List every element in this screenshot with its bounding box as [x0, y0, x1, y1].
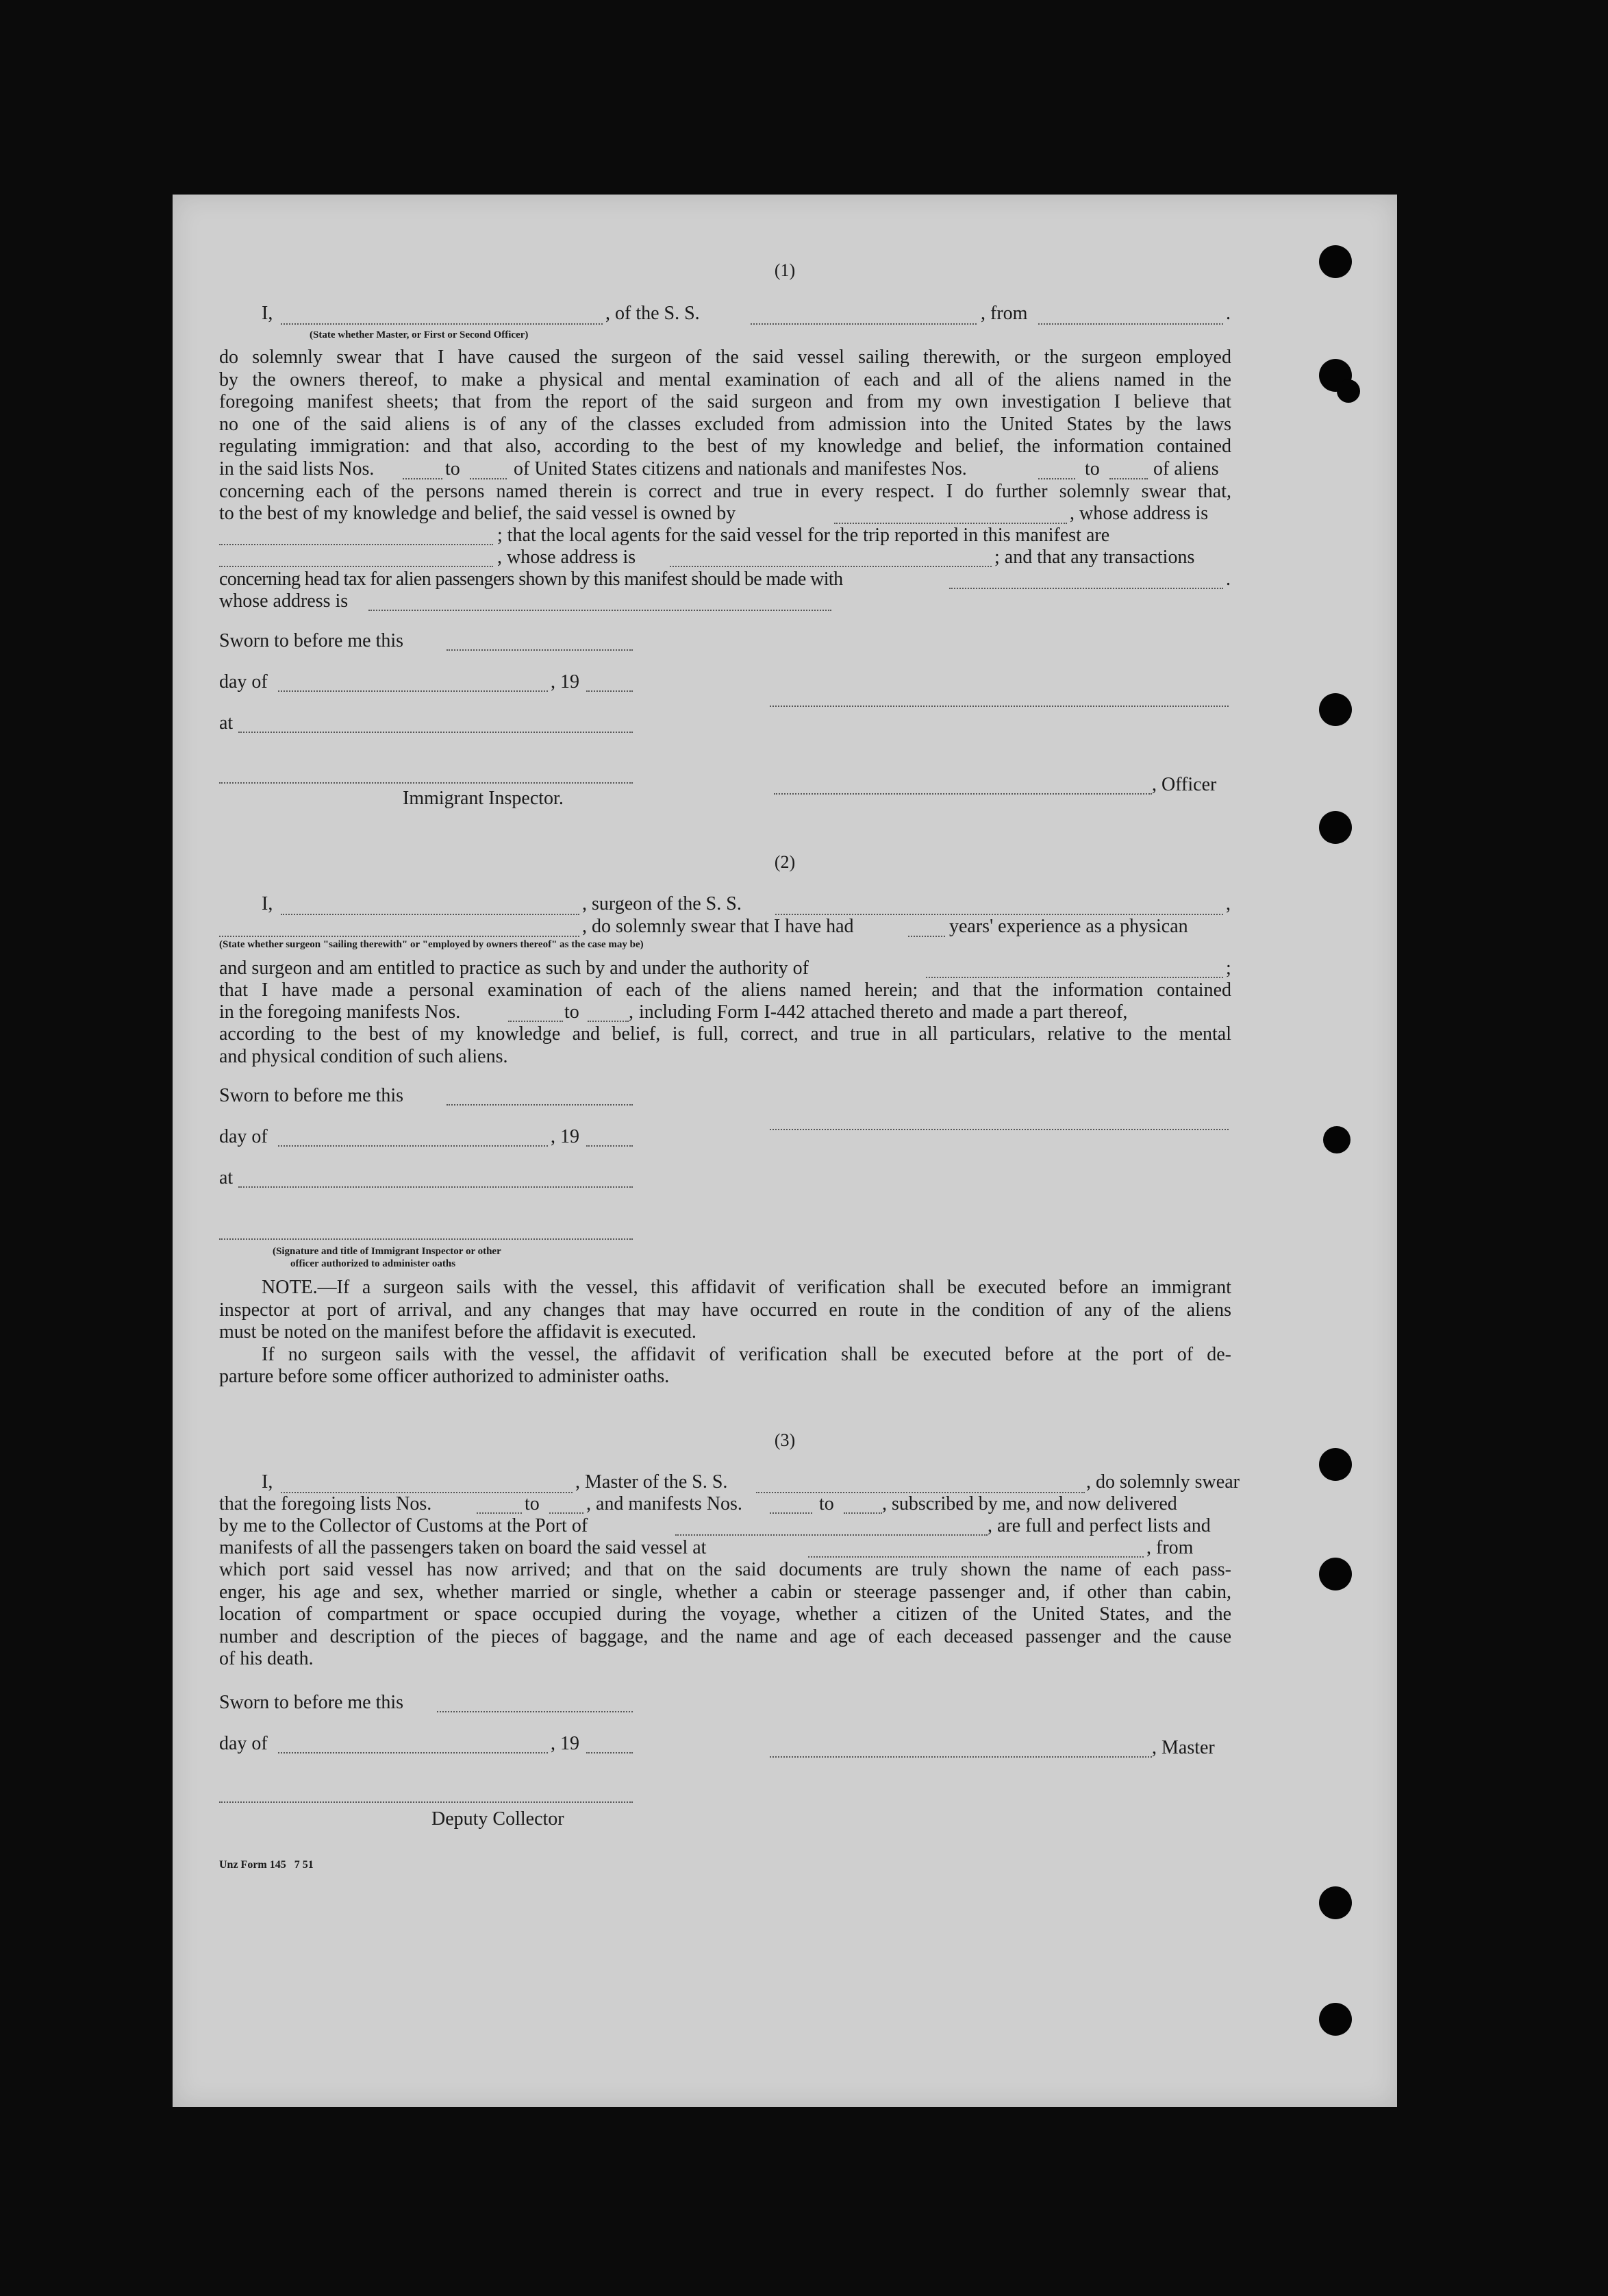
collector-signature-field[interactable] [219, 1801, 633, 1803]
sworn-label: Sworn to before me this [219, 1085, 404, 1106]
manifests-to-field[interactable] [588, 1021, 629, 1022]
year-field[interactable] [586, 1752, 633, 1754]
punch-hole [1323, 1126, 1351, 1153]
at-label: at [219, 1167, 234, 1188]
authority-label: and surgeon and am entitled to practice as such by and under the authority of [219, 958, 809, 979]
from-label: , from [1146, 1537, 1194, 1558]
physician-label: years' experience as a physican [949, 916, 1188, 937]
vessel-name-field[interactable] [775, 914, 1223, 915]
years-field[interactable] [908, 936, 945, 937]
head-tax-label: concerning head tax for alien passengers shown by this manifest should be made with [219, 569, 843, 590]
period: . [1226, 303, 1231, 324]
lists-from-field[interactable] [477, 1512, 522, 1514]
head-tax-party-field[interactable] [949, 588, 1223, 589]
owner-address-field[interactable] [219, 544, 493, 545]
swear-label: , do solemnly swear [1086, 1471, 1240, 1493]
to-label: to [819, 1493, 834, 1514]
to-label: to [564, 1001, 579, 1023]
from-label: , from [981, 303, 1028, 324]
punch-hole [1319, 693, 1352, 726]
address-label: , whose address is [497, 547, 636, 568]
taken-at-label: manifests of all the passengers taken on board the said vessel at [219, 1537, 707, 1558]
form-sheet [173, 195, 1397, 2107]
to-label: to [1085, 458, 1100, 479]
signature-field[interactable] [770, 706, 1229, 707]
surgeon-of-label: , surgeon of the S. S. [582, 893, 742, 914]
section-1-line-7: concerning each of the persons named therein is correct and true in every respect. I do further solemnly swear that, [219, 481, 1231, 502]
transactions-label: ; and that any transactions [994, 547, 1195, 568]
surgeon-signature-field[interactable] [770, 1129, 1229, 1130]
from-port-field[interactable] [1038, 323, 1223, 325]
sworn-date-field[interactable] [447, 1104, 633, 1106]
i-label: I, [262, 893, 273, 914]
rank-note: (State whether Master, or First or Second Officer) [310, 329, 529, 340]
place-field[interactable] [238, 1186, 633, 1188]
punch-hole [1319, 1448, 1352, 1481]
sworn-label: Sworn to before me this [219, 630, 404, 651]
surgeon-note: (State whether surgeon "sailing therewith" or "employed by owners thereof" as the case may be) [219, 939, 644, 950]
surgeon-name-field[interactable] [281, 914, 579, 915]
surgeon-status-field[interactable] [219, 936, 579, 937]
agents-field[interactable] [219, 566, 493, 567]
semicolon: ; [1226, 958, 1231, 979]
day-of-label: day of [219, 1733, 268, 1754]
lists-to-field[interactable] [549, 1512, 583, 1514]
owner-field[interactable] [834, 523, 1067, 524]
manifests-label: , and manifests Nos. [586, 1493, 742, 1514]
port-field[interactable] [675, 1534, 988, 1536]
sworn-date-field[interactable] [447, 649, 633, 651]
form-label: , including Form I-442 attached thereto and made a part thereof, [629, 1001, 1128, 1023]
owned-by-label: to the best of my knowledge and belief, the said vessel is owned by [219, 503, 736, 524]
at-label: at [219, 712, 234, 734]
i-label: I, [262, 303, 273, 324]
i-label: I, [262, 1471, 273, 1493]
agents-address-field[interactable] [670, 566, 992, 567]
section-3-heading: (3) [774, 1430, 796, 1450]
section-2-body: according to the best of my knowledge and belief, is full, correct, and true in all particulars, relative to the mental and physical condition of such aliens. [219, 1023, 1231, 1067]
manifests-label: in the foregoing manifests Nos. [219, 1001, 461, 1023]
punch-hole [1319, 1558, 1352, 1590]
whose-address-label: whose address is [219, 590, 349, 612]
section-2-heading: (2) [774, 852, 796, 872]
master-signature-field[interactable] [770, 1756, 1152, 1758]
year-field[interactable] [586, 690, 633, 692]
year-label: , 19 [551, 671, 579, 692]
vessel-name-field[interactable] [751, 323, 977, 325]
day-of-label: day of [219, 1126, 268, 1147]
lists-to-field[interactable] [470, 478, 507, 479]
lists-from-field[interactable] [403, 478, 442, 479]
year-field[interactable] [586, 1145, 633, 1147]
inspector-signature-field[interactable] [219, 1238, 633, 1240]
punch-hole [1337, 379, 1360, 403]
manifests-to-field[interactable] [1109, 478, 1148, 479]
section-2-line-4: that I have made a personal examination of each of the aliens named herein; and that the information contained [219, 979, 1231, 1001]
officer-rank-field[interactable] [281, 323, 603, 325]
signature-note: officer authorized to administer oaths [290, 1258, 456, 1269]
local-agents-label: ; that the local agents for the said vessel for the trip reported in this manifest are [497, 525, 1110, 546]
citizens-label: of United States citizens and nationals and manifestes Nos. [514, 458, 967, 479]
officer-signature-field[interactable] [774, 793, 1152, 795]
punch-hole [1319, 811, 1352, 844]
sworn-label: Sworn to before me this [219, 1692, 404, 1713]
master-label: , Master [1152, 1737, 1215, 1758]
month-field[interactable] [278, 1752, 548, 1754]
period: . [1226, 569, 1231, 590]
inspector-label: Immigrant Inspector. [403, 788, 564, 809]
of-ss-label: , of the S. S. [605, 303, 700, 324]
month-field[interactable] [278, 690, 548, 692]
head-tax-address-field[interactable] [368, 610, 831, 611]
authority-field[interactable] [926, 977, 1223, 978]
section-1-body: do solemnly swear that I have caused the surgeon of the said vessel sailing therewith, or the surgeon employed by the owners thereof, to make a physical and mental examination of each and all of the aliens named in the foregoing manifest sheets; that from the report of the said surgeon and from my own investigation I believe that no one of the said aliens is of any of the classes excluded from admission into the United States by the laws regulating immigration: and that also, according to the best of my knowledge and belief, the information contained [219, 347, 1231, 458]
perfect-lists-label: , are full and perfect lists and [988, 1515, 1211, 1536]
manifests-from-field[interactable] [770, 1512, 812, 1514]
month-field[interactable] [278, 1145, 548, 1147]
inspector-signature-field[interactable] [219, 782, 633, 784]
to-label: to [445, 458, 460, 479]
section-1-heading: (1) [774, 260, 796, 280]
comma: , [1226, 893, 1231, 914]
sworn-date-field[interactable] [437, 1711, 633, 1712]
officer-label: , Officer [1152, 774, 1217, 795]
to-label: to [525, 1493, 540, 1514]
collector-label: Deputy Collector [431, 1808, 564, 1830]
punch-hole [1319, 1886, 1352, 1919]
punch-hole [1319, 2003, 1352, 2036]
delivered-label: , subscribed by me, and now delivered [882, 1493, 1177, 1514]
year-label: , 19 [551, 1126, 579, 1147]
years-label: , do solemnly swear that I have had [582, 916, 854, 937]
address-label: , whose address is [1070, 503, 1209, 524]
form-number: Unz Form 145 7 51 [219, 1859, 314, 1871]
signature-note: (Signature and title of Immigrant Inspector or other [273, 1246, 501, 1257]
manifests-from-field[interactable] [1038, 478, 1075, 479]
manifests-from-field[interactable] [508, 1021, 563, 1022]
master-of-label: , Master of the S. S. [575, 1471, 728, 1493]
verification-note: NOTE.—If a surgeon sails with the vessel, this affidavit of verification shall be executed before an immigrant inspector at port of arrival, and any changes that may have occurred en route in the condition of any of the aliens must be noted on the manifest before the affidavit is executed. If no surgeon sails with the vessel, the affidavit of verification shall be executed before at the port of de- parture before some officer authorized to administer oaths. [219, 1277, 1231, 1388]
year-label: , 19 [551, 1733, 579, 1754]
of-aliens-label: of aliens [1153, 458, 1219, 479]
embark-port-field[interactable] [808, 1556, 1144, 1558]
day-of-label: day of [219, 671, 268, 692]
section-3-body: which port said vessel has now arrived; and that on the said documents are truly shown the name of each pass- enger, his age and sex, whether married or single, whether a cabin or steerage passenger and, if other than cabin, location of compartment or space occupied during the voyage, whether a citizen of the United States, and the number and description of the pieces of baggage, and the name and age of each deceased passenger and the cause of his death. [219, 1559, 1231, 1670]
lists-label: that the foregoing lists Nos. [219, 1493, 432, 1514]
lists-label: in the said lists Nos. [219, 458, 375, 479]
port-label: by me to the Collector of Customs at the Port of [219, 1515, 588, 1536]
manifests-to-field[interactable] [844, 1512, 882, 1514]
place-field[interactable] [238, 732, 633, 733]
